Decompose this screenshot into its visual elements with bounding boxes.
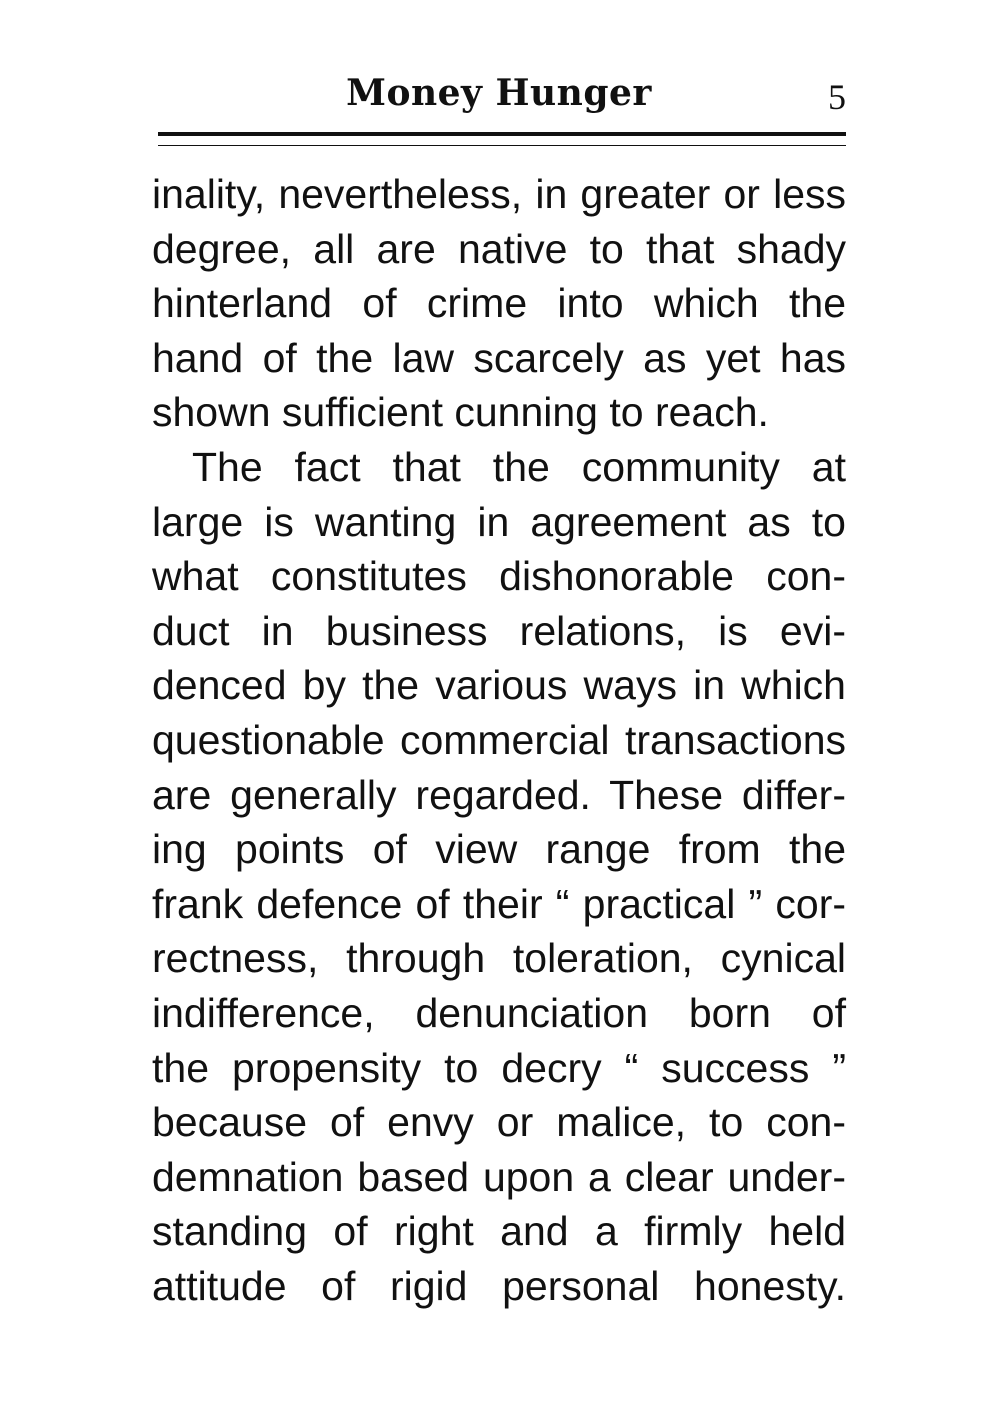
text-line: duct in business relations, is evi- bbox=[152, 607, 846, 654]
text-line: The fact that the community at bbox=[192, 443, 846, 490]
header-rule-thin bbox=[158, 145, 846, 146]
text-line: the propensity to decry “ success ” bbox=[152, 1044, 846, 1091]
text-line: large is wanting in agreement as to bbox=[152, 498, 846, 545]
text-line: rectness, through toleration, cynical bbox=[152, 935, 846, 982]
text-line: denced by the various ways in which bbox=[152, 662, 846, 709]
text-line: degree, all are native to that shady bbox=[152, 225, 846, 272]
text-line: because of envy or malice, to con- bbox=[152, 1099, 846, 1146]
text-line: attitude of rigid personal honesty. bbox=[152, 1262, 846, 1309]
text-line: frank defence of their “ practical ” cor- bbox=[152, 880, 846, 927]
running-title: Money Hunger bbox=[346, 72, 652, 114]
page-number: 5 bbox=[828, 77, 846, 117]
running-head bbox=[152, 66, 846, 120]
text-line: questionable commercial transactions bbox=[152, 716, 846, 763]
text-line: indifference, denunciation born of bbox=[152, 989, 846, 1036]
text-line: what constitutes dishonorable con- bbox=[152, 553, 846, 600]
text-line: are generally regarded. These differ- bbox=[152, 771, 846, 818]
text-line: ing points of view range from the bbox=[152, 826, 846, 873]
text-line: demnation based upon a clear under- bbox=[152, 1153, 846, 1200]
text-line: standing of right and a firmly held bbox=[152, 1208, 846, 1255]
text-line: hand of the law scarcely as yet has bbox=[152, 334, 846, 381]
body-text bbox=[152, 167, 846, 1313]
header-rule-thick bbox=[158, 132, 846, 136]
text-line: hinterland of crime into which the bbox=[152, 280, 846, 327]
text-line: shown sufficient cunning to reach. bbox=[152, 389, 769, 436]
text-line: inality, nevertheless, in greater or less bbox=[152, 171, 846, 217]
